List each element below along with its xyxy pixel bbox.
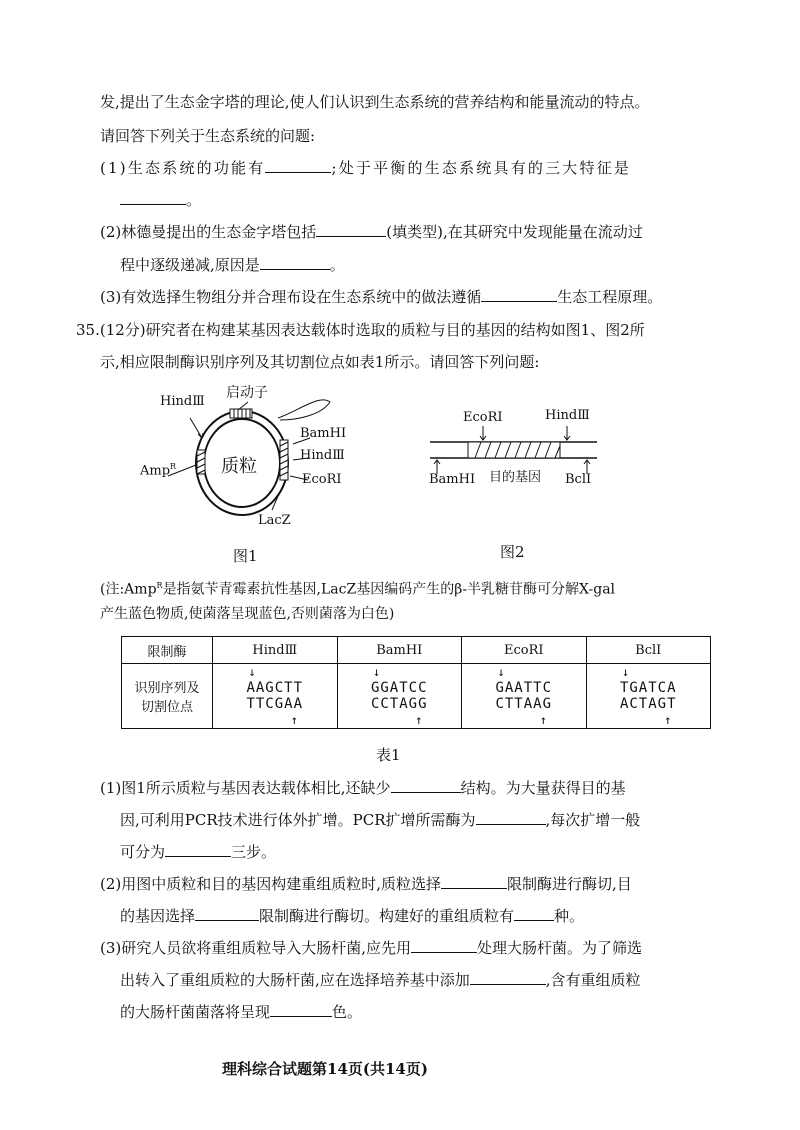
note-superscript: R bbox=[156, 581, 163, 590]
q35-part1-text-a: (1)图1所示质粒与基因表达载体相比,还缺少 bbox=[100, 779, 391, 797]
q34-part1-cont bbox=[120, 190, 201, 210]
answer-blank[interactable] bbox=[260, 255, 330, 270]
sequence-cell-hindiii bbox=[213, 664, 338, 729]
q35-part3-text-f: 色。 bbox=[332, 1003, 363, 1021]
q34-part2-text-b: (填类型),在其研究中发现能量在流动过 bbox=[386, 223, 643, 241]
q35-part3 bbox=[100, 938, 642, 958]
answer-blank[interactable] bbox=[165, 842, 231, 857]
q35-part1-text-c: 因,可利用PCR技术进行体外扩增。PCR扩增所需酶为 bbox=[120, 811, 476, 829]
q34-part2 bbox=[100, 222, 643, 242]
table-header-cell: BamHI bbox=[337, 637, 462, 664]
figure-2-caption: 图2 bbox=[500, 543, 525, 561]
q34-part2-text-d: 。 bbox=[329, 256, 345, 274]
table-header-cell: EcoRI bbox=[462, 637, 587, 664]
q35-part1-cont-2 bbox=[120, 842, 276, 862]
note-text-b: 是指氨苄青霉素抗性基因,LacZ基因编码产生的β-半乳糖苷酶可分解X-gal bbox=[162, 581, 616, 598]
q34-part3-text-a: (3)有效选择生物组分并合理布设在生态系统中的做法遵循 bbox=[100, 288, 482, 306]
cut-arrow-down: ↓ bbox=[497, 665, 506, 679]
intro-line-2: 请回答下列关于生态系统的问题: bbox=[100, 127, 316, 145]
table-header-cell: HindⅢ bbox=[213, 637, 338, 664]
answer-blank[interactable] bbox=[265, 158, 331, 173]
q35-part3-cont-2 bbox=[120, 1002, 362, 1022]
q35-part3-text-c: 出转入了重组质粒的大肠杆菌,应在选择培养基中添加 bbox=[120, 971, 470, 989]
q35-part2-text-c: 的基因选择 bbox=[120, 907, 196, 925]
row-label-cell bbox=[122, 664, 213, 729]
note-line-2: 产生蓝色物质,使菌落呈现蓝色,否则菌落为白色) bbox=[100, 606, 395, 622]
plasmid-label: 质粒 bbox=[221, 456, 257, 477]
q35-intro-line-1: 35.(12分)研究者在构建某基因表达载体时选取的质粒与目的基因的结构如图1、图2所 bbox=[76, 321, 645, 339]
cut-arrow-down: ↓ bbox=[621, 665, 631, 679]
table-header-cell: 限制酶 bbox=[122, 637, 213, 664]
answer-blank[interactable] bbox=[391, 778, 461, 793]
fig2-ecori-label: EcoRI bbox=[463, 410, 503, 425]
promoter-label: 启动子 bbox=[226, 385, 268, 401]
q35-part3-text-a: (3)研究人员欲将重组质粒导入大肠杆菌,应先用 bbox=[100, 939, 412, 957]
table-header-row bbox=[122, 637, 711, 664]
sequence-top-strand: TGATCA bbox=[619, 680, 677, 696]
cut-arrow-down: ↓ bbox=[372, 665, 382, 679]
note-line-1 bbox=[100, 576, 615, 600]
q35-part2-text-d: 限制酶进行酶切。构建好的重组质粒有 bbox=[259, 907, 515, 925]
q34-part2-text-a: (2)林德曼提出的生态金字塔包括 bbox=[100, 223, 317, 241]
fig2-hindiii-label: HindⅢ bbox=[545, 408, 590, 423]
answer-blank[interactable] bbox=[316, 222, 386, 237]
restriction-enzyme-table bbox=[121, 636, 711, 729]
q34-part1-text-c: 。 bbox=[186, 191, 202, 209]
hindiii-right-label: HindⅢ bbox=[300, 448, 345, 463]
q35-part1-text-f: 三步。 bbox=[231, 843, 277, 861]
figure-2-target-gene bbox=[425, 398, 605, 498]
sequence-block bbox=[495, 666, 552, 726]
cut-arrow-up: ↑ bbox=[290, 713, 300, 727]
sequence-block bbox=[620, 666, 677, 726]
q34-part2-cont bbox=[120, 255, 345, 275]
q34-part3-text-b: 生态工程原理。 bbox=[557, 288, 663, 306]
table-row bbox=[122, 664, 711, 729]
q35-part1-text-e: 可分为 bbox=[120, 843, 166, 861]
q35-part3-cont bbox=[120, 970, 641, 990]
q35-part2-text-a: (2)用图中质粒和目的基因构建重组质粒时,质粒选择 bbox=[100, 875, 442, 893]
q35-part2-cont bbox=[120, 906, 584, 926]
answer-blank[interactable] bbox=[514, 906, 554, 921]
q35-part3-text-e: 的大肠杆菌菌落将呈现 bbox=[120, 1003, 271, 1021]
answer-blank[interactable] bbox=[470, 970, 546, 985]
q35-part1-text-b: 结构。为大量获得目的基 bbox=[460, 779, 626, 797]
sequence-block bbox=[371, 666, 428, 726]
q34-part1 bbox=[100, 158, 631, 178]
ampr-label-superscript: R bbox=[170, 462, 177, 471]
q34-part2-text-c: 程中逐级递减,原因是 bbox=[120, 256, 260, 274]
cut-arrow-up: ↑ bbox=[415, 713, 424, 727]
sequence-cell-bcli bbox=[586, 664, 711, 729]
ampr-label-base: Amp bbox=[140, 463, 171, 479]
row-label-line-2: 切割位点 bbox=[140, 700, 193, 715]
page-footer: 理科综合试题第14页(共14页) bbox=[222, 1060, 428, 1078]
q35-part1-text-d: ,每次扩增一般 bbox=[545, 811, 641, 829]
fig2-bamhi-label: BamHI bbox=[429, 472, 476, 487]
q35-part2-text-b: 限制酶进行酶切,目 bbox=[507, 875, 632, 893]
cut-arrow-down: ↓ bbox=[248, 665, 257, 679]
q35-part2 bbox=[100, 874, 632, 894]
note-text-a: (注:Amp bbox=[100, 581, 157, 598]
answer-blank[interactable] bbox=[270, 1002, 332, 1017]
sequence-bottom-strand: CTTAAG bbox=[495, 696, 553, 712]
q35-intro-line-2: 示,相应限制酶识别序列及其切割位点如表1所示。请回答下列问题: bbox=[100, 353, 540, 371]
answer-blank[interactable] bbox=[481, 287, 557, 302]
q35-part3-text-d: ,含有重组质粒 bbox=[545, 971, 641, 989]
lacz-label: LacZ bbox=[258, 513, 291, 528]
sequence-top-strand: GAATTC bbox=[495, 680, 553, 696]
q34-part3 bbox=[100, 287, 662, 307]
sequence-block bbox=[246, 666, 303, 726]
q34-part1-text-a: (1)生态系统的功能有 bbox=[100, 159, 266, 177]
row-label-line-1: 识别序列及 bbox=[134, 681, 200, 696]
answer-blank[interactable] bbox=[476, 810, 546, 825]
ecori-label: EcoRI bbox=[302, 472, 342, 487]
bamhi-label: BamHI bbox=[300, 426, 347, 441]
q35-part1-cont bbox=[120, 810, 640, 830]
cut-arrow-up: ↑ bbox=[539, 713, 549, 727]
q35-part2-text-e: 种。 bbox=[554, 907, 585, 925]
sequence-bottom-strand: ACTAGT bbox=[619, 696, 677, 712]
q35-part1 bbox=[100, 778, 626, 798]
sequence-bottom-strand: TTCGAA bbox=[246, 696, 304, 712]
ampr-label bbox=[140, 462, 176, 478]
table-header-cell: BclI bbox=[586, 637, 711, 664]
figure-1-caption: 图1 bbox=[233, 547, 258, 565]
sequence-top-strand: GGATCC bbox=[370, 680, 428, 696]
sequence-cell-ecori bbox=[462, 664, 587, 729]
answer-blank[interactable] bbox=[411, 938, 477, 953]
sequence-cell-bamhi bbox=[337, 664, 462, 729]
q34-part1-text-b: ;处于平衡的生态系统具有的三大特征是 bbox=[331, 159, 632, 177]
cut-arrow-up: ↑ bbox=[664, 713, 673, 727]
fig2-bcli-label: BclI bbox=[565, 472, 592, 487]
figure-1-plasmid bbox=[130, 380, 370, 540]
sequence-top-strand: AAGCTT bbox=[246, 680, 304, 696]
sequence-bottom-strand: CCTAGG bbox=[370, 696, 428, 712]
intro-line-1: 发,提出了生态金字塔的理论,使人们认识到生态系统的营养结构和能量流动的特点。 bbox=[100, 93, 650, 111]
answer-blank[interactable] bbox=[120, 190, 186, 205]
q35-part3-text-b: 处理大肠杆菌。为了筛选 bbox=[477, 939, 643, 957]
table-1-caption: 表1 bbox=[376, 746, 401, 764]
answer-blank[interactable] bbox=[195, 906, 259, 921]
answer-blank[interactable] bbox=[441, 874, 507, 889]
hindiii-top-label: HindⅢ bbox=[160, 394, 205, 409]
fig2-target-gene-label: 目的基因 bbox=[489, 470, 542, 485]
